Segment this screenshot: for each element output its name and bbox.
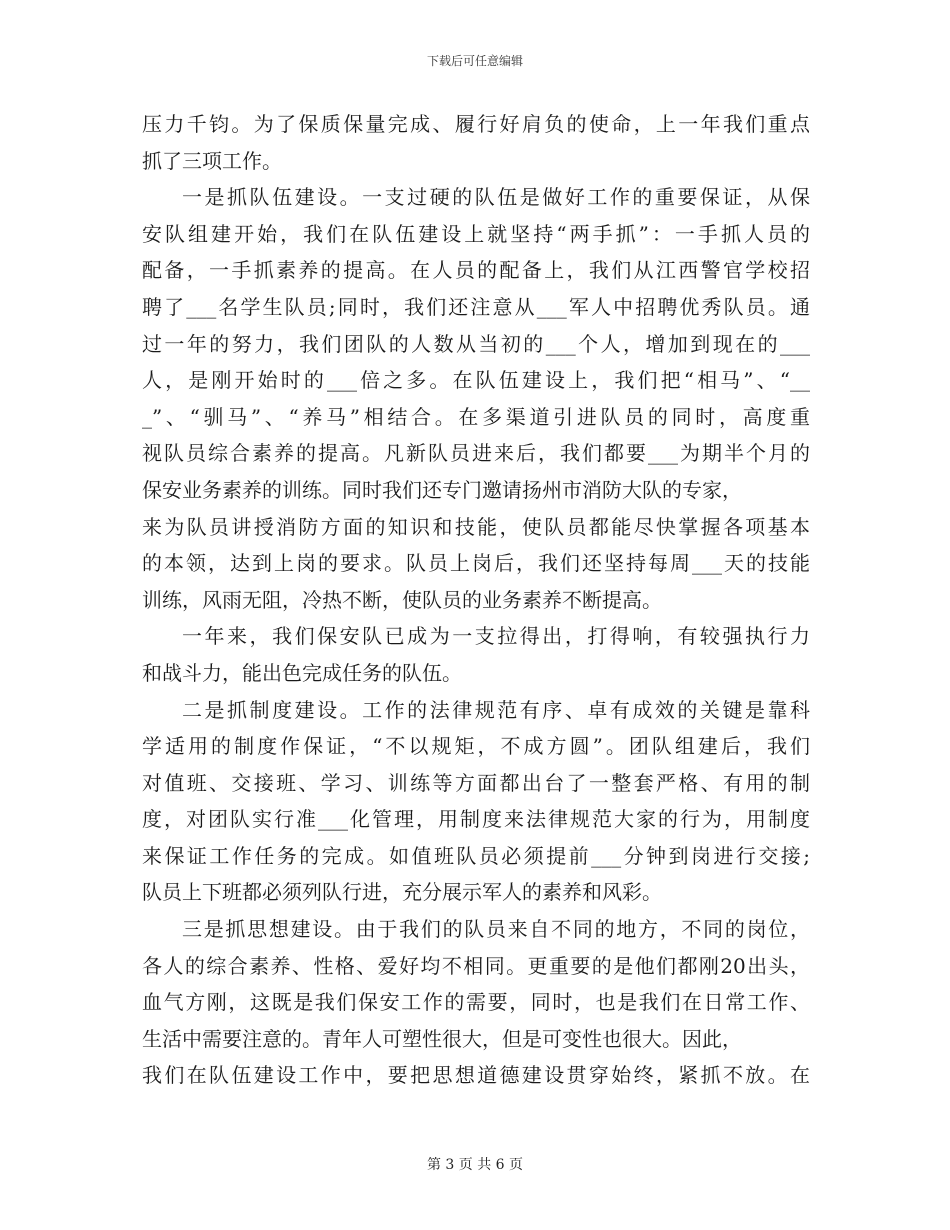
text-line: 度，对团队实行准___化管理，用制度来法律规范大家的行为，用制度 [142, 807, 810, 832]
text-line: 来保证工作任务的完成。如值班队员必须提前___分钟到岗进行交接; [142, 843, 810, 868]
text-line: 的本领，达到上岗的要求。队员上岗后，我们还坚持每周___天的技能 [142, 551, 810, 576]
text-line: 训练，风雨无阻，冷热不断，使队员的业务素养不断提高。 [142, 587, 662, 612]
text-line: 和战斗力，能出色完成任务的队伍。 [142, 660, 462, 685]
document-body [142, 106, 810, 1094]
text-line: _”、“驯马”、“养马”相结合。在多渠道引进队员的同时，高度重 [142, 404, 810, 429]
text-line: 过一年的努力，我们团队的人数从当初的___个人，增加到现在的___ [142, 331, 810, 356]
text-line: 来为队员讲授消防方面的知识和技能，使队员都能尽快掌握各项基本 [142, 514, 810, 539]
page-header: 下载后可任意编辑 [426, 54, 523, 68]
text-line: 各人的综合素养、性格、爱好均不相同。更重要的是他们都刚20出头， [142, 953, 810, 978]
text-line: 我们在队伍建设工作中，要把思想道德建设贯穿始终，紧抓不放。在 [142, 1063, 810, 1088]
text-line: 血气方刚，这既是我们保安工作的需要，同时，也是我们在日常工作、 [142, 990, 810, 1015]
text-line: 一年来，我们保安队已成为一支拉得出，打得响，有较强执行力 [182, 624, 810, 649]
text-line: 学适用的制度作保证，“不以规矩，不成方圆”。团队组建后，我们 [142, 734, 810, 759]
text-line: 配备，一手抓素养的提高。在人员的配备上，我们从江西警官学校招 [142, 258, 810, 283]
text-line: 压力千钧。为了保质保量完成、履行好肩负的使命，上一年我们重点 [142, 112, 810, 136]
text-line: 三是抓思想建设。由于我们的队员来自不同的地方，不同的岗位， [182, 917, 810, 942]
text-line: 队员上下班都必须列队行进，充分展示军人的素养和风彩。 [142, 880, 662, 905]
text-line: 生活中需要注意的。青年人可塑性很大，但是可变性也很大。因此， [142, 1026, 742, 1051]
text-line: 聘了___名学生队员;同时，我们还注意从___军人中招聘优秀队员。通 [142, 294, 810, 319]
page-footer: 第 3 页 共 6 页 [426, 1157, 524, 1173]
text-line: 抓了三项工作。 [142, 148, 282, 173]
text-line: 人，是刚开始时的___倍之多。在队伍建设上，我们把“相马”、“__ [142, 368, 810, 393]
text-line: 一是抓队伍建设。一支过硬的队伍是做好工作的重要保证，从保 [182, 185, 810, 210]
text-line: 视队员综合素养的提高。凡新队员进来后，我们都要___为期半个月的 [142, 441, 810, 466]
text-line: 安队组建开始，我们在队伍建设上就坚持“两手抓”：一手抓人员的 [142, 221, 810, 246]
text-line: 对值班、交接班、学习、训练等方面都出台了一整套严格、有用的制 [142, 770, 810, 795]
text-line: 保安业务素养的训练。同时我们还专门邀请扬州市消防大队的专家， [142, 477, 742, 502]
text-line: 二是抓制度建设。工作的法律规范有序、卓有成效的关键是靠科 [182, 697, 810, 722]
